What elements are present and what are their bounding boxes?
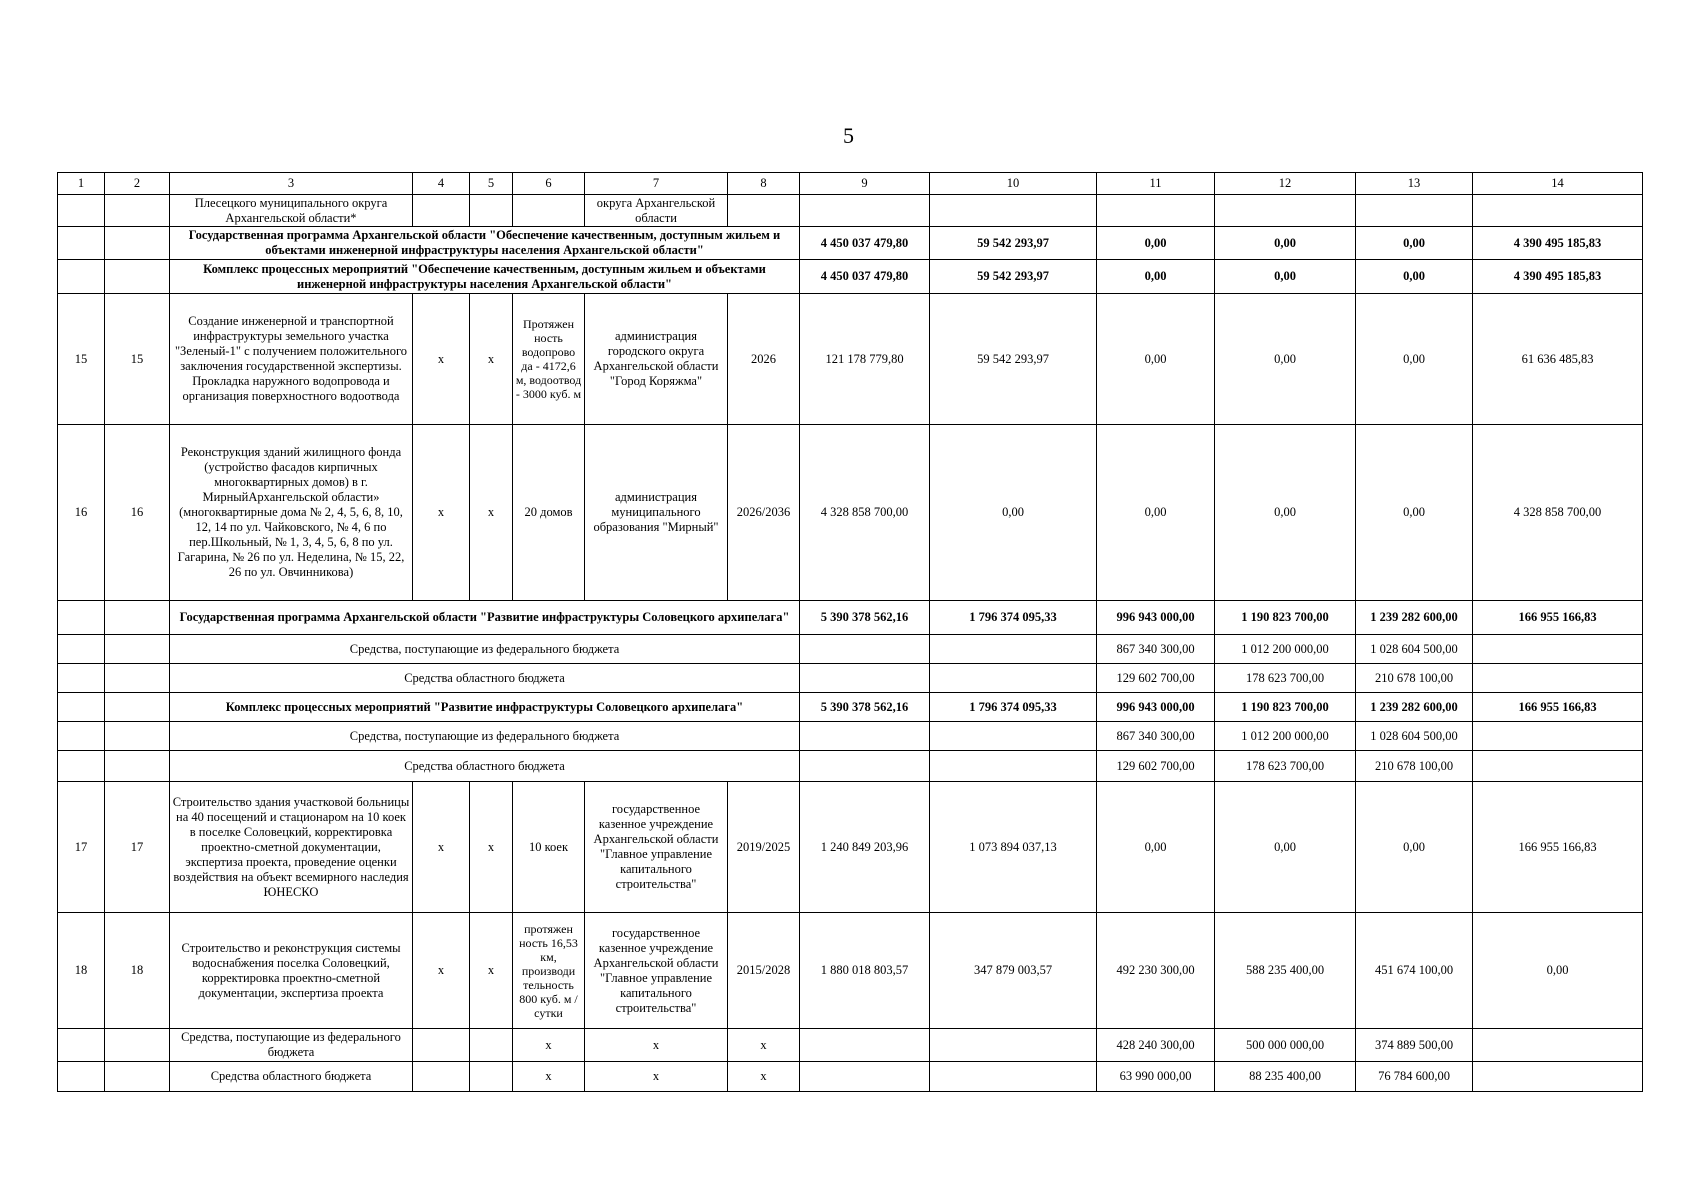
amount-cell: 129 602 700,00: [1097, 664, 1215, 693]
capacity-cell: 10 коек: [513, 782, 585, 913]
amount-cell: 63 990 000,00: [1097, 1062, 1215, 1092]
amount-cell: 4 390 495 185,83: [1473, 260, 1643, 294]
cell-x: х: [728, 1029, 800, 1062]
amount-cell: 0,00: [1097, 425, 1215, 601]
object-name: Создание инженерной и транспортной инфраструктуры земельного участка "Зеленый-1" с получением положительного заключения государственной экспертизы. Прокладка наружного водопровода и организация поверхностного водоотвода: [170, 294, 413, 425]
amount-cell: 1 796 374 095,33: [930, 601, 1097, 635]
cell-x: х: [585, 1029, 728, 1062]
amount-cell: 0,00: [1356, 260, 1473, 294]
amount-cell: 76 784 600,00: [1356, 1062, 1473, 1092]
amount-cell: 59 542 293,97: [930, 227, 1097, 260]
amount-cell: 1 190 823 700,00: [1215, 693, 1356, 722]
amount-cell: 59 542 293,97: [930, 294, 1097, 425]
object-name: Реконструкция зданий жилищного фонда (устройство фасадов кирпичных многоквартирных домов) в г. МирныйАрхангельской области» (многоквартирные дома № 2, 4, 5, 6, 8, 10, 12, 14 по ул. Чайковского, № 4, 6 по пер.Школьный, № 1, 3, 4, 5, 6, 8 по ул. Гагарина, № 26 по ул. Неделина, № 15, 22, 26 по ул. Овчинникова): [170, 425, 413, 601]
amount-cell: 500 000 000,00: [1215, 1029, 1356, 1062]
period-cell: 2015/2028: [728, 913, 800, 1029]
amount-cell: 1 028 604 500,00: [1356, 635, 1473, 664]
amount-cell: 451 674 100,00: [1356, 913, 1473, 1029]
cell-x: х: [413, 782, 470, 913]
amount-cell: 1 028 604 500,00: [1356, 722, 1473, 751]
header-cell: 1: [58, 173, 105, 195]
row-number: 15: [58, 294, 105, 425]
table-row-continuation: [58, 195, 1643, 227]
header-cell: 4: [413, 173, 470, 195]
amount-cell: 867 340 300,00: [1097, 722, 1215, 751]
row-number: 18: [58, 913, 105, 1029]
amount-cell: 428 240 300,00: [1097, 1029, 1215, 1062]
cell-x: х: [470, 913, 513, 1029]
amount-cell: 210 678 100,00: [1356, 664, 1473, 693]
amount-cell: 0,00: [1356, 425, 1473, 601]
cell-x: х: [585, 1062, 728, 1092]
object-name: Плесецкого муниципального округа Архангельской области*: [170, 195, 413, 227]
funding-row: [58, 664, 1643, 693]
page-number: 5: [843, 123, 854, 148]
period-cell: 2026: [728, 294, 800, 425]
amount-cell: 166 955 166,83: [1473, 693, 1643, 722]
amount-cell: 178 623 700,00: [1215, 664, 1356, 693]
amount-cell: 0,00: [1097, 782, 1215, 913]
amount-cell: 0,00: [1473, 913, 1643, 1029]
amount-cell: 1 796 374 095,33: [930, 693, 1097, 722]
amount-cell: 1 239 282 600,00: [1356, 601, 1473, 635]
amount-cell: 129 602 700,00: [1097, 751, 1215, 782]
amount-cell: 178 623 700,00: [1215, 751, 1356, 782]
amount-cell: 1 190 823 700,00: [1215, 601, 1356, 635]
amount-cell: 5 390 378 562,16: [800, 601, 930, 635]
cell-x: х: [513, 1062, 585, 1092]
table-row-17: [58, 782, 1643, 913]
amount-cell: 0,00: [1215, 260, 1356, 294]
funding-label: Средства областного бюджета: [170, 664, 800, 693]
period-cell: 2019/2025: [728, 782, 800, 913]
header-cell: 13: [1356, 173, 1473, 195]
customer-cell: администрация муниципального образования "Мирный": [585, 425, 728, 601]
amount-cell: 88 235 400,00: [1215, 1062, 1356, 1092]
period-cell: 2026/2036: [728, 425, 800, 601]
cell-x: х: [413, 294, 470, 425]
amount-cell: 0,00: [1215, 294, 1356, 425]
header-cell: 2: [105, 173, 170, 195]
funding-row: [58, 1062, 1643, 1092]
header-cell: 10: [930, 173, 1097, 195]
program-title: Государственная программа Архангельской области "Обеспечение качественным, доступным жильем и объектами инженерной инфраструктуры населения Архангельской области": [170, 227, 800, 260]
header-cell: 11: [1097, 173, 1215, 195]
cell-x: х: [470, 782, 513, 913]
capacity-cell: протяжен ность 16,53 км, производи тельность 800 куб. м / сутки: [513, 913, 585, 1029]
amount-cell: 0,00: [1097, 260, 1215, 294]
row-number: 17: [58, 782, 105, 913]
row-number: 16: [105, 425, 170, 601]
header-cell: 14: [1473, 173, 1643, 195]
amount-cell: 492 230 300,00: [1097, 913, 1215, 1029]
funding-row: [58, 722, 1643, 751]
funding-row: [58, 1029, 1643, 1062]
cell-x: х: [728, 1062, 800, 1092]
amount-cell: 0,00: [1356, 227, 1473, 260]
amount-cell: 5 390 378 562,16: [800, 693, 930, 722]
cell-x: х: [413, 425, 470, 601]
amount-cell: 867 340 300,00: [1097, 635, 1215, 664]
header-cell: 3: [170, 173, 413, 195]
header-cell: 7: [585, 173, 728, 195]
amount-cell: 1 012 200 000,00: [1215, 635, 1356, 664]
object-name: Строительство здания участковой больницы на 40 посещений и стационаром на 10 коек в поселке Соловецкий, корректировка проектно-сметной документации, экспертиза проекта, проведение оценки воздействия на объект всемирного наследия ЮНЕСКО: [170, 782, 413, 913]
header-cell: 6: [513, 173, 585, 195]
complex-title: Комплекс процессных мероприятий "Обеспечение качественным, доступным жильем и объектами инженерной инфраструктуры населения Архангельской области": [170, 260, 800, 294]
amount-cell: 1 012 200 000,00: [1215, 722, 1356, 751]
amount-cell: 0,00: [1356, 294, 1473, 425]
amount-cell: 1 073 894 037,13: [930, 782, 1097, 913]
amount-cell: 0,00: [1356, 782, 1473, 913]
cell-x: х: [470, 425, 513, 601]
amount-cell: 588 235 400,00: [1215, 913, 1356, 1029]
amount-cell: 0,00: [930, 425, 1097, 601]
customer-cell: государственное казенное учреждение Архангельской области "Главное управление капитального строительства": [585, 913, 728, 1029]
amount-cell: 166 955 166,83: [1473, 782, 1643, 913]
complex-title: Комплекс процессных мероприятий "Развитие инфраструктуры Соловецкого архипелага": [170, 693, 800, 722]
row-number: 16: [58, 425, 105, 601]
header-cell: 9: [800, 173, 930, 195]
program-row: [58, 227, 1643, 260]
row-number: 18: [105, 913, 170, 1029]
amount-cell: 0,00: [1097, 227, 1215, 260]
amount-cell: 347 879 003,57: [930, 913, 1097, 1029]
program-title: Государственная программа Архангельской области "Развитие инфраструктуры Соловецкого архипелага": [170, 601, 800, 635]
amount-cell: 166 955 166,83: [1473, 601, 1643, 635]
header-cell: 8: [728, 173, 800, 195]
cell-x: х: [513, 1029, 585, 1062]
table-row-16: [58, 425, 1643, 601]
amount-cell: 996 943 000,00: [1097, 693, 1215, 722]
funding-row: [58, 635, 1643, 664]
cell-x: х: [470, 294, 513, 425]
complex-row: [58, 693, 1643, 722]
complex-row: [58, 260, 1643, 294]
amount-cell: 4 450 037 479,80: [800, 227, 930, 260]
header-row: [58, 173, 1643, 195]
header-cell: 5: [470, 173, 513, 195]
funding-label: Средства, поступающие из федерального бюджета: [170, 722, 800, 751]
amount-cell: 996 943 000,00: [1097, 601, 1215, 635]
table-row-18: [58, 913, 1643, 1029]
amount-cell: 4 450 037 479,80: [800, 260, 930, 294]
cell-x: х: [413, 913, 470, 1029]
row-number: 17: [105, 782, 170, 913]
amount-cell: 0,00: [1097, 294, 1215, 425]
amount-cell: 61 636 485,83: [1473, 294, 1643, 425]
amount-cell: 374 889 500,00: [1356, 1029, 1473, 1062]
header-cell: 12: [1215, 173, 1356, 195]
customer-cell: округа Архангельской области: [585, 195, 728, 227]
amount-cell: 0,00: [1215, 425, 1356, 601]
capacity-cell: 20 домов: [513, 425, 585, 601]
funding-label: Средства, поступающие из федерального бюджета: [170, 635, 800, 664]
customer-cell: администрация городского округа Архангельской области "Город Коряжма": [585, 294, 728, 425]
object-name: Строительство и реконструкция системы водоснабжения поселка Соловецкий, корректировка проектно-сметной документации, экспертиза проекта: [170, 913, 413, 1029]
funding-label: Средства, поступающие из федерального бюджета: [170, 1029, 413, 1062]
amount-cell: 4 390 495 185,83: [1473, 227, 1643, 260]
customer-cell: государственное казенное учреждение Архангельской области "Главное управление капитального строительства": [585, 782, 728, 913]
funding-row: [58, 751, 1643, 782]
amount-cell: 59 542 293,97: [930, 260, 1097, 294]
amount-cell: 0,00: [1215, 782, 1356, 913]
amount-cell: 0,00: [1215, 227, 1356, 260]
amount-cell: 1 880 018 803,57: [800, 913, 930, 1029]
amount-cell: 4 328 858 700,00: [1473, 425, 1643, 601]
capacity-cell: Протяжен ность водопрово да - 4172,6 м, водоотвод - 3000 куб. м: [513, 294, 585, 425]
program-row: [58, 601, 1643, 635]
amount-cell: 4 328 858 700,00: [800, 425, 930, 601]
budget-table: [57, 172, 1643, 1092]
amount-cell: 1 239 282 600,00: [1356, 693, 1473, 722]
funding-label: Средства областного бюджета: [170, 1062, 413, 1092]
amount-cell: 121 178 779,80: [800, 294, 930, 425]
funding-label: Средства областного бюджета: [170, 751, 800, 782]
amount-cell: 1 240 849 203,96: [800, 782, 930, 913]
amount-cell: 210 678 100,00: [1356, 751, 1473, 782]
row-number: 15: [105, 294, 170, 425]
table-row-15: [58, 294, 1643, 425]
